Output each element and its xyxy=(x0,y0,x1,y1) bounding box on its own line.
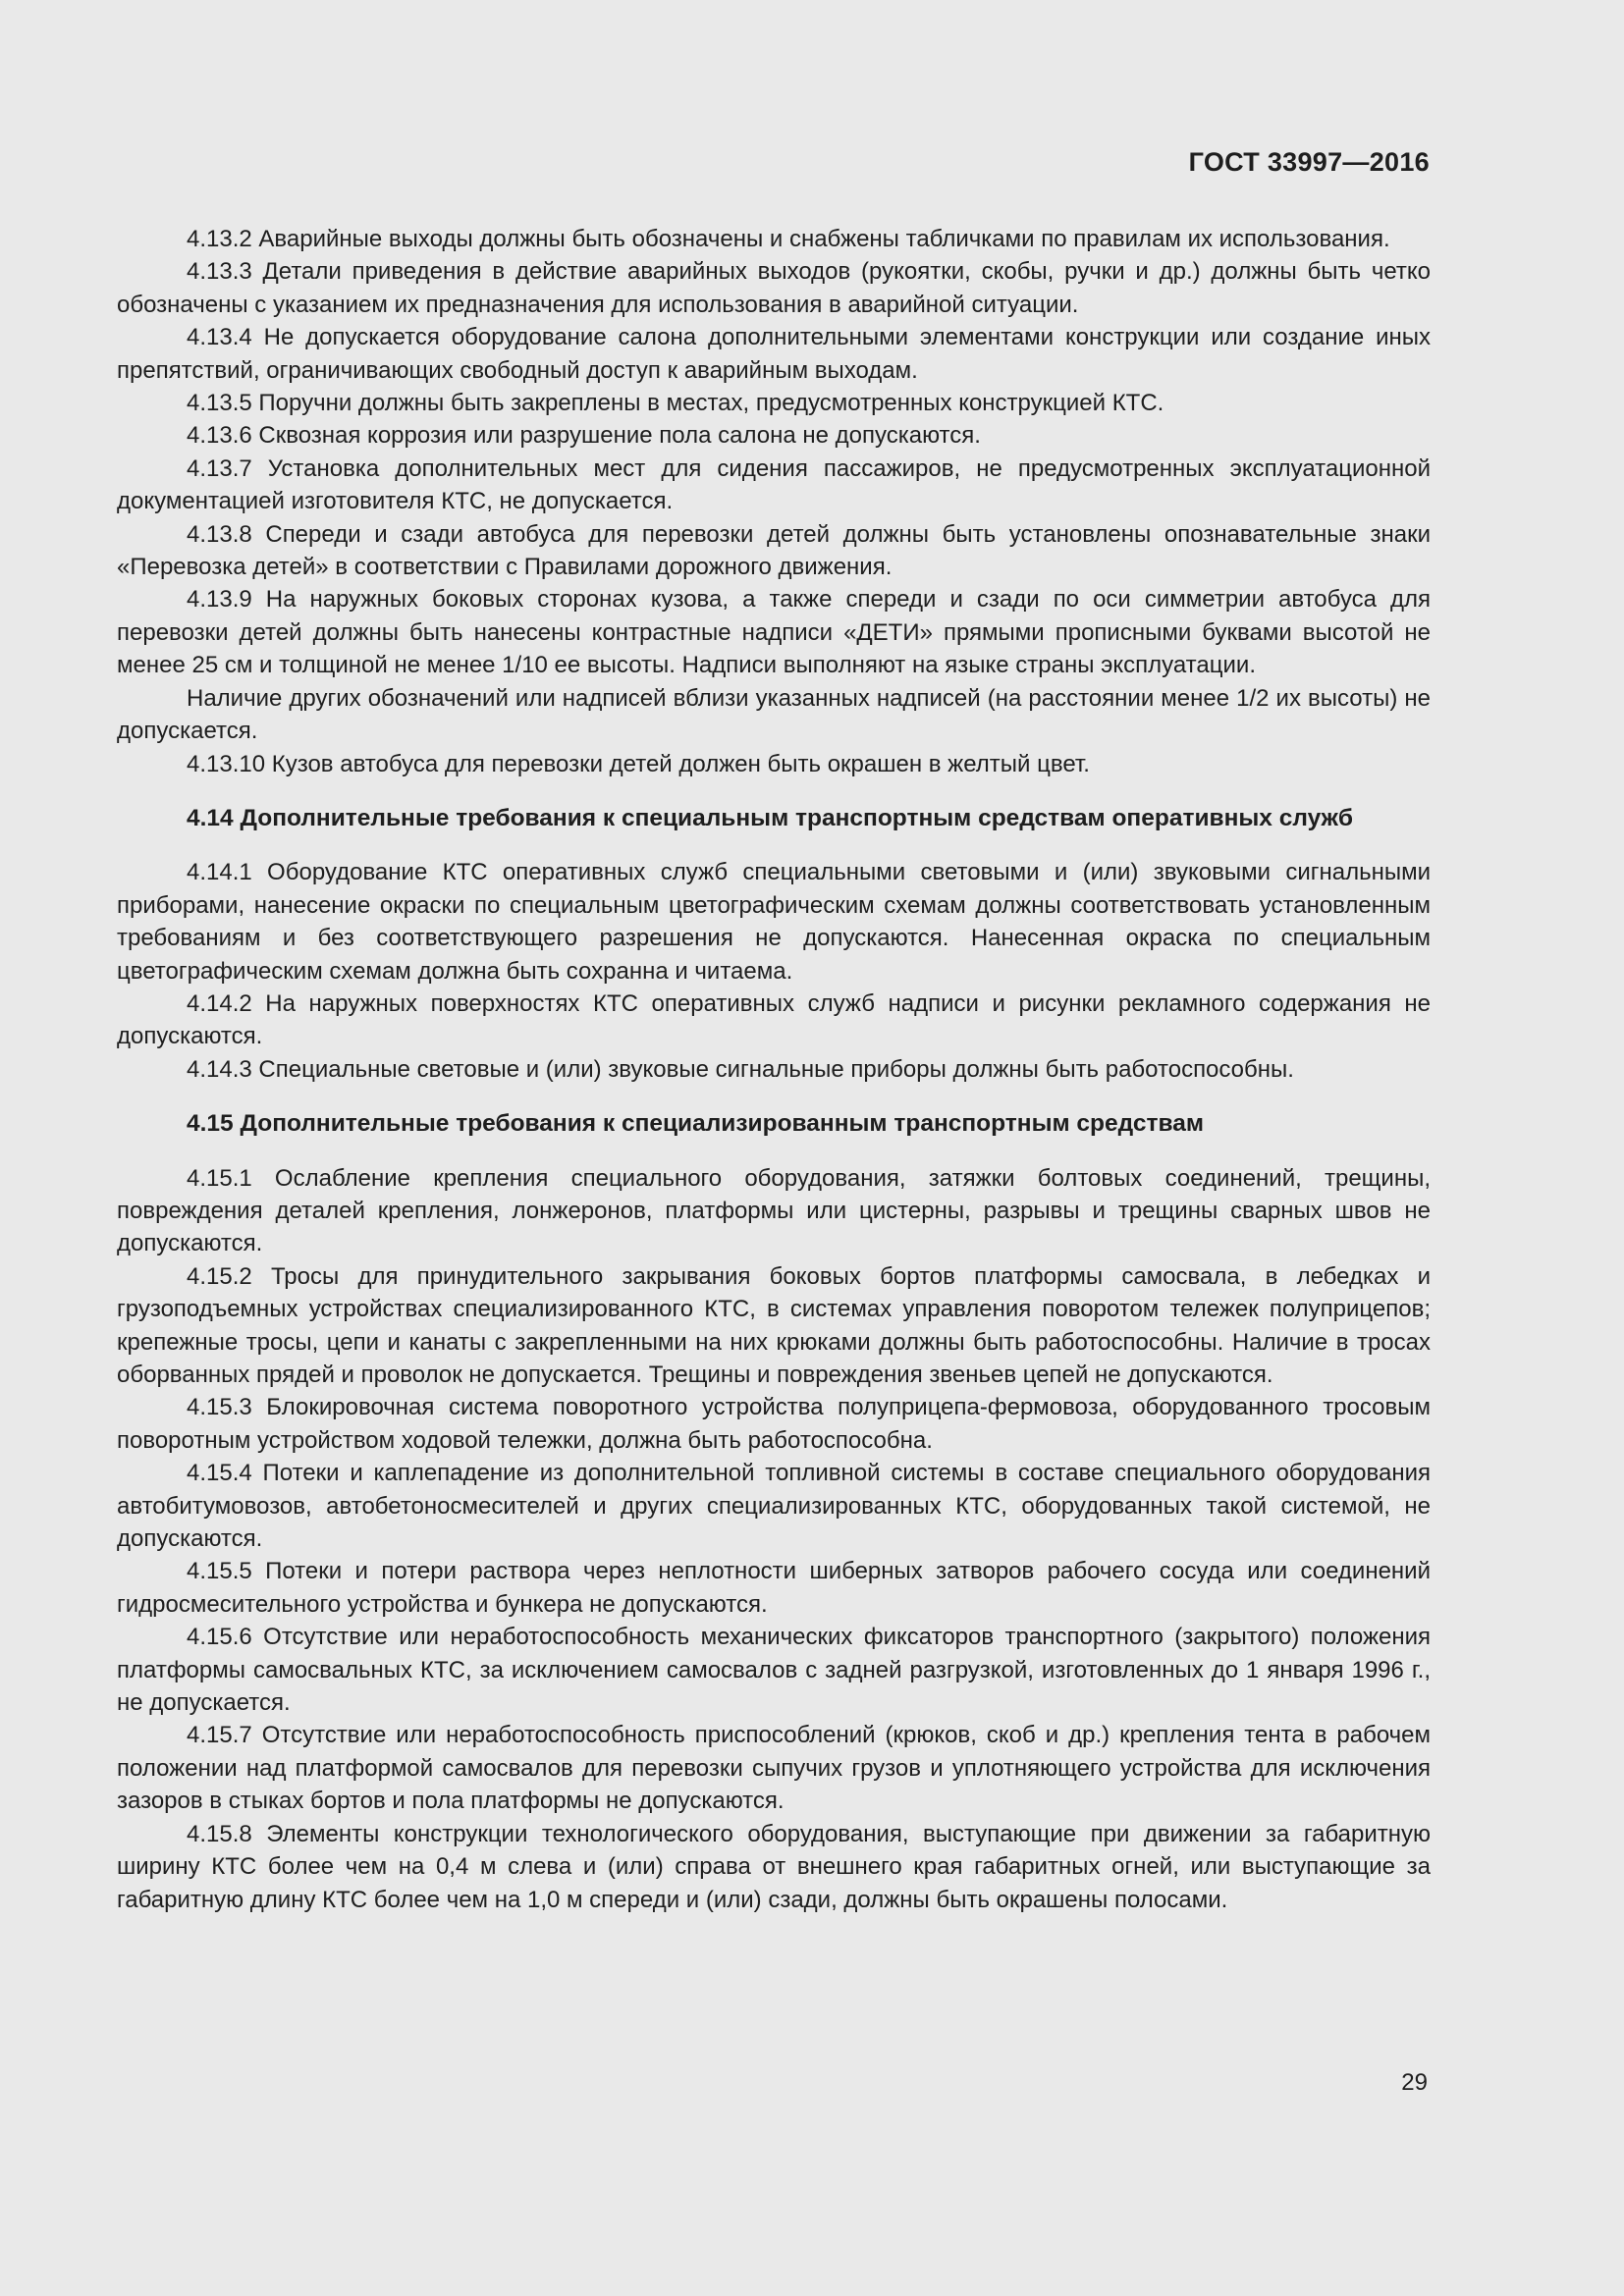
section-heading-4-15: 4.15 Дополнительные требования к специализированным транспортным средствам xyxy=(187,1110,1204,1138)
paragraph-4-15-7: 4.15.7 Отсутствие или неработоспособность приспособлений (крюков, скоб и др.) крепления тента в рабочем положении над платформой самосвалов для перевозки сыпучих грузов и уплотняющего устройства для исключения зазоров в стыках бортов и пола платформы не допускаются. xyxy=(117,1722,1431,1815)
paragraph-4-15-5: 4.15.5 Потеки и потери раствора через неплотности шиберных затворов рабочего сосуда или соединений гидросмесительного устройства и бункера не допускаются. xyxy=(117,1558,1431,1618)
paragraph-4-14-2: 4.14.2 На наружных поверхностях КТС оперативных служб надписи и рисунки рекламного содержания не допускаются. xyxy=(117,989,1431,1050)
document-body xyxy=(117,223,1431,1916)
paragraph-4-13-7: 4.13.7 Установка дополнительных мест для сидения пассажиров, не предусмотренных эксплуатационной документацией изготовителя КТС, не допускается. xyxy=(117,454,1431,515)
paragraph-4-15-8: 4.15.8 Элементы конструкции технологического оборудования, выступающие при движении за габаритную ширину КТС более чем на 0,4 м слева и (или) справа от внешнего края габаритных огней, или выступающие за габаритную длину КТС более чем на 1,0 м спереди и (или) сзади, должны быть окрашены полосами. xyxy=(117,1820,1431,1913)
paragraph-4-13-10: 4.13.10 Кузов автобуса для перевозки детей должен быть окрашен в желтый цвет. xyxy=(187,750,1090,777)
paragraph-4-13-2: 4.13.2 Аварийные выходы должны быть обозначены и снабжены табличками по правилам их использования. xyxy=(187,226,1390,252)
paragraph-4-13-9: 4.13.9 На наружных боковых сторонах кузова, а также спереди и сзади по оси симметрии автобуса для перевозки детей должны быть нанесены контрастные надписи «ДЕТИ» прямыми прописными буквами высотой не менее 25 см и толщиной не менее 1/10 ее высоты. Надписи выполняют на языке страны эксплуатации. xyxy=(117,586,1431,679)
document-header: ГОСТ 33997—2016 xyxy=(1188,147,1430,177)
paragraph-4-15-1: 4.15.1 Ослабление крепления специального оборудования, затяжки болтовых соединений, трещины, повреждения деталей крепления, лонжеронов, платформы или цистерны, разрывы и трещины сварных швов не допускаются. xyxy=(117,1164,1431,1257)
paragraph-4-13-3: 4.13.3 Детали приведения в действие аварийных выходов (рукоятки, скобы, ручки и др.) должны быть четко обозначены с указанием их предназначения для использования в аварийной ситуации. xyxy=(117,258,1431,318)
paragraph-4-13-9-cont: Наличие других обозначений или надписей вблизи указанных надписей (на расстоянии менее 1/2 их высоты) не допускается. xyxy=(117,684,1431,745)
paragraph-4-15-6: 4.15.6 Отсутствие или неработоспособность механических фиксаторов транспортного (закрытого) положения платформы самосвальных КТС, за исключением самосвалов с задней разгрузкой, изготовленных до 1 января 1996 г., не допускается. xyxy=(117,1624,1431,1717)
paragraph-4-13-6: 4.13.6 Сквозная коррозия или разрушение пола салона не допускаются. xyxy=(187,422,981,450)
paragraph-4-13-5: 4.13.5 Поручни должны быть закреплены в местах, предусмотренных конструкцией КТС. xyxy=(187,390,1164,417)
paragraph-4-15-2: 4.15.2 Тросы для принудительного закрывания боковых бортов платформы самосвала, в лебедках и грузоподъемных устройствах специализированного КТС, в системах управления поворотом тележек полуприцепов; крепежные тросы, цепи и канаты с закрепленными на них крюками должны быть работоспособны. Наличие в тросах оборванных прядей и проволок не допускается. Трещины и повреждения звеньев цепей не допускаются. xyxy=(117,1262,1431,1388)
paragraph-4-14-1: 4.14.1 Оборудование КТС оперативных служб специальными световыми и (или) звуковыми сигнальными приборами, нанесение окраски по специальным цветографическим схемам должны соответствовать установленным требованиям и без соответствующего разрешения не допускаются. Нанесенная окраска по специальным цветографическим схемам должна быть сохранна и читаема. xyxy=(117,859,1431,985)
paragraph-4-14-3: 4.14.3 Специальные световые и (или) звуковые сигнальные приборы должны быть работоспособны. xyxy=(187,1055,1294,1083)
paragraph-4-15-4: 4.15.4 Потеки и каплепадение из дополнительной топливной системы в составе специального оборудования автобитумовозов, автобетоносмесителей и других специализированных КТС, оборудованных такой системой, не допускаются. xyxy=(117,1460,1431,1553)
section-heading-4-14: 4.14 Дополнительные требования к специальным транспортным средствам оперативных служб xyxy=(187,804,1354,831)
paragraph-4-15-3: 4.15.3 Блокировочная система поворотного устройства полуприцепа-фермовоза, оборудованного тросовым поворотным устройством ходовой тележки, должна быть работоспособна. xyxy=(117,1394,1431,1454)
paragraph-4-13-4: 4.13.4 Не допускается оборудование салона дополнительными элементами конструкции или создание иных препятствий, ограничивающих свободный доступ к аварийным выходам. xyxy=(117,324,1431,384)
paragraph-4-13-8: 4.13.8 Спереди и сзади автобуса для перевозки детей должны быть установлены опознавательные знаки «Перевозка детей» в соответствии с Правилами дорожного движения. xyxy=(117,520,1431,581)
page-number: 29 xyxy=(1401,2069,1428,2096)
